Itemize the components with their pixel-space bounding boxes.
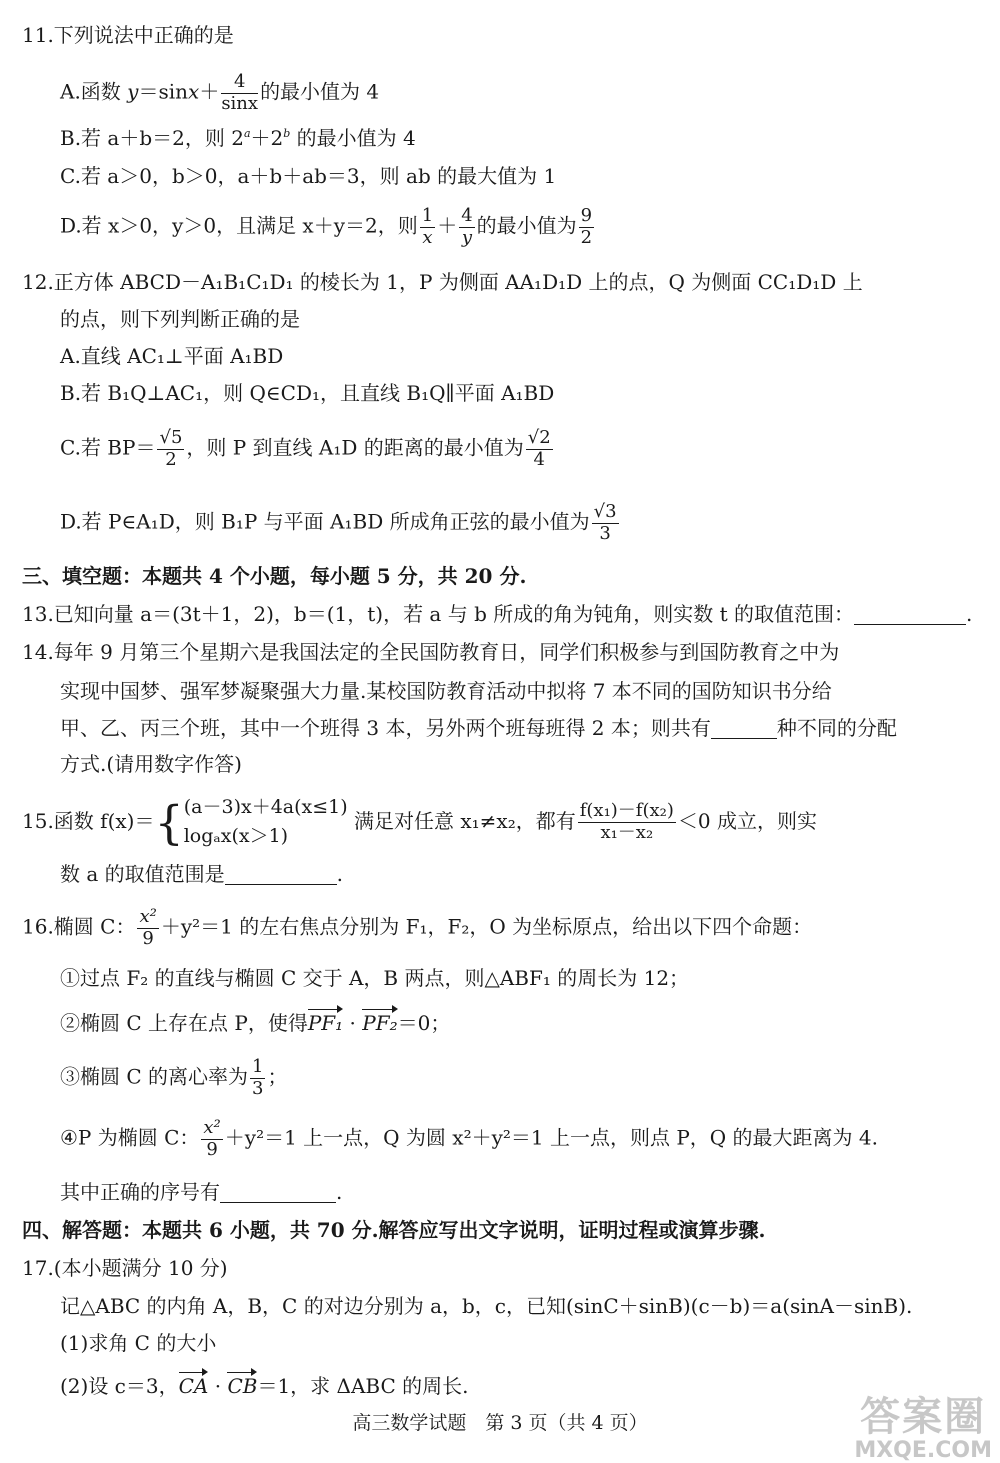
q16-stem: 16.椭圆 C： $\frac{\text{x²}}{9}$ ＋y²＝1 的左右焦点分别为 F₁，F₂，O 为坐标原点，给出以下四个命题： (22, 906, 813, 949)
q16-proposition-2: ②椭圆 C 上存在点 P，使得PF₁ · PF₂＝0； (60, 1007, 450, 1033)
answer-blank (220, 1182, 336, 1203)
piecewise: { (a－3)x＋4a(x≤1) logₐx(x＞1) (154, 795, 348, 850)
q11-option-a: A.函数 y＝sinx＋ $\frac{4}{\sin x}$ 的最小值为 4 (60, 71, 380, 114)
fraction: $\frac{1}{x}$ (421, 205, 434, 248)
q11-stem: 11.下列说法中正确的是 (22, 23, 234, 47)
q12-option-b: B.若 B₁Q⊥AC₁，则 Q∈CD₁，且直线 B₁Q∥平面 A₁BD (60, 381, 555, 405)
fraction: $\frac{\text{f(x₁)－f(x₂)}}{\text{x₁－x₂}}$ (579, 800, 674, 843)
fraction: $\frac{√5}{2}$ (159, 427, 183, 470)
q16-proposition-4: ④P 为椭圆 C： $\frac{\text{x²}}{9}$ ＋y²＝1 上一点，Q 为圆 x²＋y²＝1 上一点，则点 P，Q 的最大距离为 4. (60, 1117, 878, 1160)
q12-option-a: A.直线 AC₁⊥平面 A₁BD (60, 344, 284, 368)
q13: 13.已知向量 a＝(3t＋1，2)，b＝(1，t)，若 a 与 b 所成的角为钝角，则实数 t 的取值范围： . (22, 602, 973, 626)
q16-proposition-1: ①过点 F₂ 的直线与椭圆 C 交于 A，B 两点，则△ABF₁ 的周长为 12； (60, 966, 690, 990)
q17-stem: 记△ABC 的内角 A，B，C 的对边分别为 a，b，c，已知(sinC＋sinB)(c－b)＝a(sinA－sinB). (60, 1294, 913, 1318)
watermark-logo: 答案圈 (860, 1394, 987, 1440)
q14-line3: 甲、乙、丙三个班，其中一个班得 3 本，另外两个班每班得 2 本；则共有 种不同的分配 (60, 716, 897, 740)
fraction: $\frac{√3}{3}$ (593, 501, 617, 544)
fraction: $\frac{9}{2}$ (580, 205, 593, 248)
fraction: $\frac{\text{x²}}{9}$ (203, 1117, 221, 1160)
q11-option-c: C.若 a＞0，b＞0，a＋b＋ab＝3，则 ab 的最大值为 1 (60, 164, 557, 188)
q11-option-d: D.若 x＞0，y＞0，且满足 x＋y＝2，则 $\frac{1}{x}$ ＋ $\frac{4}{y}$ 的最小值为 $\frac{9}{2}$ (60, 205, 593, 248)
q15-line1: 15.函数 f(x)＝{ (a－3)x＋4a(x≤1) logₐx(x＞1) 满足对任意 x₁≠x₂，都有 $\frac{\text{f(x₁)－f(x₂)}}{\text{x₁－x₂}}$ ＜0 成立，则实 (22, 793, 817, 852)
q15-line2: 数 a 的取值范围是 . (60, 862, 343, 886)
answer-blank (225, 864, 337, 885)
page-footer: 高三数学试题 第 3 页（共 4 页） (352, 1412, 648, 1434)
q16-proposition-3: ③椭圆 C 的离心率为 $\frac{1}{3}$ ； (60, 1056, 288, 1099)
section-3-heading: 三、填空题：本题共 4 个小题，每小题 5 分，共 20 分. (22, 564, 527, 588)
answer-blank (711, 718, 777, 739)
fraction: $\frac{√2}{4}$ (527, 427, 551, 470)
q17-header: 17.(本小题满分 10 分) (22, 1256, 228, 1280)
watermark (854, 1385, 992, 1463)
vector: CB (227, 1370, 257, 1396)
q14-line2: 实现中国梦、强军梦凝聚强大力量.某校国防教育活动中拟将 7 本不同的国防知识书分给 (60, 679, 832, 703)
answer-blank (854, 604, 966, 625)
vector: PF₂ (362, 1007, 397, 1033)
fraction: $\frac{4}{y}$ (461, 205, 473, 248)
brace-icon: { (154, 795, 184, 850)
vector: CA (179, 1370, 209, 1396)
fraction: $\frac{\text{x²}}{9}$ (139, 906, 157, 949)
q12-option-c: C.若 BP＝ $\frac{√5}{2}$ ，则 P 到直线 A₁D 的距离的最小值为 $\frac{√2}{4}$ (60, 427, 551, 470)
vector: PF₁ (308, 1007, 343, 1033)
q14-line4: 方式.(请用数字作答) (60, 752, 242, 776)
section-4-heading: 四、解答题：本题共 6 小题，共 70 分.解答应写出文字说明，证明过程或演算步骤. (22, 1218, 766, 1242)
q17-part-2: (2)设 c＝3，CA · CB＝1，求 ΔABC 的周长. (60, 1370, 469, 1396)
q14-line1: 14.每年 9 月第三个星期六是我国法定的全民国防教育日，同学们积极参与到国防教育之中为 (22, 640, 840, 664)
q11-option-b: B.若 a＋b＝2，则 $2^a+2^b$ 的最小值为 4 (60, 126, 416, 150)
q12-stem-line2: 的点，则下列判断正确的是 (60, 307, 300, 331)
q12-option-d: D.若 P∈A₁D，则 B₁P 与平面 A₁BD 所成角正弦的最小值为 $\frac{√3}{3}$ (60, 501, 617, 544)
q12-stem-line1: 12.正方体 ABCD－A₁B₁C₁D₁ 的棱长为 1，P 为侧面 AA₁D₁D 上的点，Q 为侧面 CC₁D₁D 上 (22, 270, 863, 294)
watermark-url: MXQE.COM (854, 1438, 992, 1463)
fraction: $\frac{4}{\sin x}$ (221, 71, 259, 114)
q17-part-1: (1)求角 C 的大小 (60, 1331, 217, 1355)
fraction: $\frac{1}{3}$ (252, 1056, 264, 1099)
q16-answer-line: 其中正确的序号有 . (60, 1180, 343, 1204)
